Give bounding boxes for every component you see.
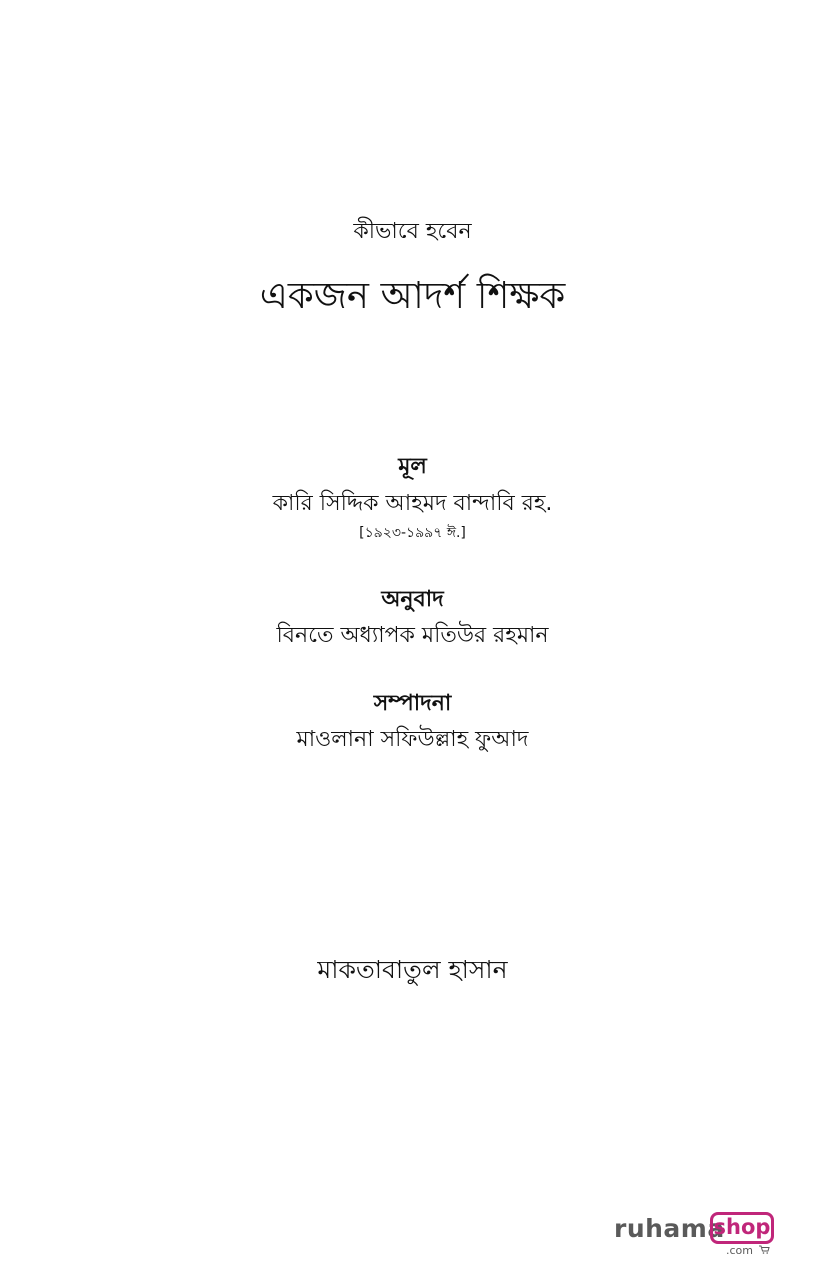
logo-shop-badge: [710, 1212, 774, 1244]
logo-text-ruhama: ruhama: [614, 1214, 725, 1243]
book-title: একজন আদর্শ শিক্ষক: [259, 274, 566, 317]
editing-label: সম্পাদনা: [373, 691, 452, 716]
translator-name: বিনতে অধ্যাপক মতিউর রহমান: [276, 623, 549, 648]
author-dates: [১৯২৩-১৯৯৭ ঈ.]: [359, 525, 466, 541]
ruhamashop-watermark-logo: [614, 1212, 779, 1260]
original-label: মূল: [398, 454, 427, 479]
book-subtitle: কীভাবে হবেন: [353, 219, 472, 244]
publisher-name: মাকতাবাতুল হাসান: [317, 955, 508, 984]
logo-text-shop: shop: [713, 1215, 771, 1239]
editor-name: মাওলানা সফিউল্লাহ ফুআদ: [296, 727, 529, 752]
original-author: কারি সিদ্দিক আহমদ বান্দাবি রহ.: [272, 491, 553, 516]
cart-icon: [759, 1245, 770, 1254]
logo-text-domain: .com: [726, 1244, 753, 1257]
translation-label: অনুবাদ: [381, 587, 444, 612]
